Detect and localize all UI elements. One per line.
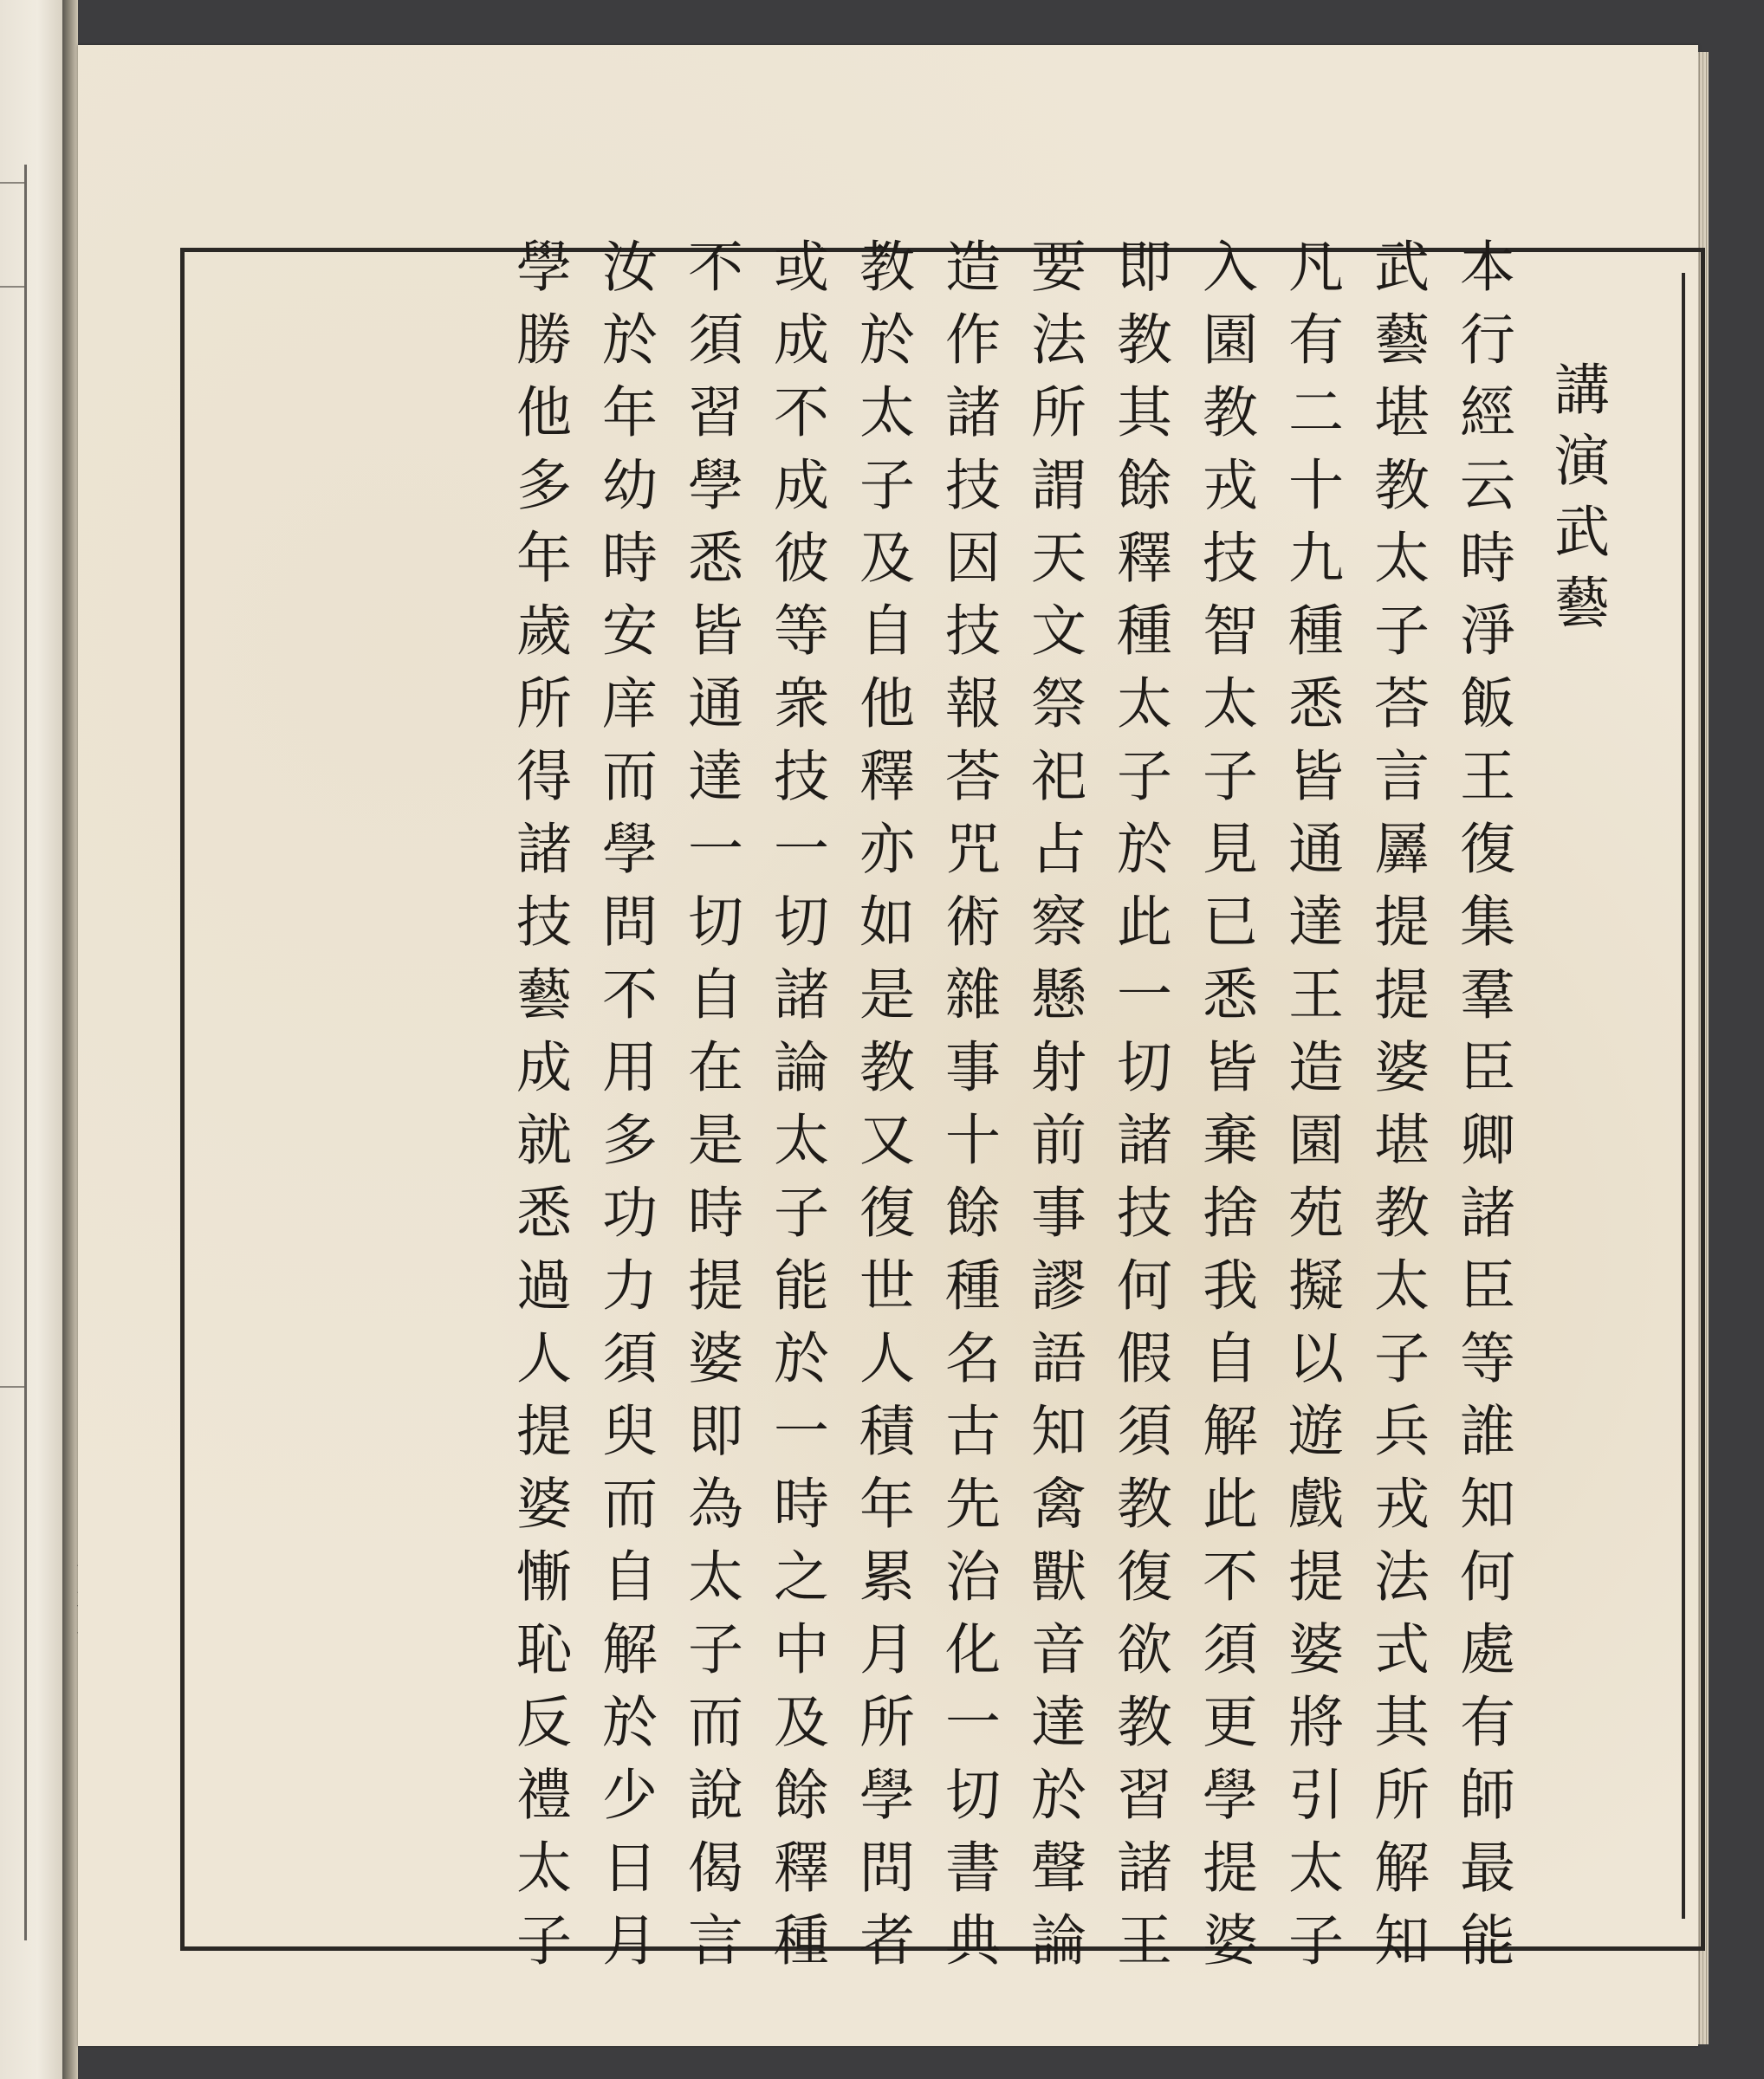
text-column: 造作諸技因技報荅咒術雜事十餘種名古先治化一切書典 xyxy=(936,237,1000,1984)
text-column: 武藝堪教太子荅言羼提提婆堪教太子兵戎法式其所解知 xyxy=(1365,237,1429,1984)
text-column: 即教其餘釋種太子於此一切諸技何假須教復欲教習諸王 xyxy=(1107,237,1171,1984)
previous-page-line xyxy=(0,1386,24,1388)
book-page xyxy=(78,45,1698,2046)
text-column: 要法所謂天文祭祀占察懸射前事謬語知禽獸音達於聲論 xyxy=(1021,237,1086,1984)
text-block xyxy=(496,237,1629,1984)
text-column: 或成不成彼等衆技一切諸論太子能於一時之中及餘釋種 xyxy=(764,237,828,1984)
previous-page-line xyxy=(0,286,24,288)
chapter-title: 講演武藝 xyxy=(1545,360,1609,644)
text-column: 教於太子及自他釋亦如是教又復世人積年累月所學問者 xyxy=(850,237,914,1984)
text-column: 入園教戎技智太子見已悉皆棄捨我自解此不須更學提婆 xyxy=(1193,237,1257,1984)
text-column: 本行經云時淨飯王復集羣臣卿諸臣等誰知何處有師最能 xyxy=(1450,237,1514,1984)
frame-inner-rule xyxy=(1682,273,1685,1919)
text-column: 汝於年幼時安庠而學問不用多功力須臾而自解於少日月 xyxy=(593,237,657,1984)
book-gutter xyxy=(62,0,78,2079)
text-column: 不須習學悉皆通達一切自在是時提婆即為太子而說偈言 xyxy=(678,237,743,1984)
previous-page-line xyxy=(0,182,24,184)
previous-page-edge xyxy=(0,0,62,2079)
text-column: 學勝他多年歲所得諸技藝成就悉過人提婆慚恥反禮太子 xyxy=(507,237,571,1984)
text-column: 凡有二十九種悉皆通達王造園苑擬以遊戲提婆將引太子 xyxy=(1279,237,1343,1984)
previous-page-border xyxy=(24,165,27,1940)
